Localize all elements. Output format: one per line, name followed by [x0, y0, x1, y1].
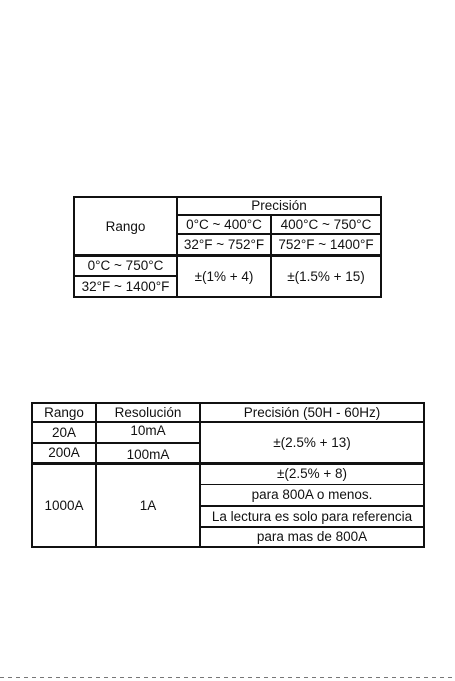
- reference-note: La lectura es solo para referencia: [211, 508, 413, 524]
- temperature-accuracy-table: [73, 196, 382, 298]
- range-1000A: 1000A: [44, 497, 84, 513]
- precision-sub-fahrenheit-high: 752°F ~ 1400°F: [278, 236, 374, 252]
- current-accuracy-table: [31, 402, 425, 548]
- range-column-header: Rango: [44, 404, 84, 420]
- range-celsius: 0°C ~ 750°C: [87, 258, 164, 274]
- precision-sub-celsius-high: 400°C ~ 750°C: [280, 216, 372, 232]
- range-fahrenheit: 32°F ~ 1400°F: [81, 278, 170, 294]
- accuracy-low-range: ±(1% + 4): [194, 268, 254, 284]
- page-bottom-divider: [0, 677, 455, 678]
- precision-header: Precisión: [251, 198, 307, 214]
- range-200A: 200A: [48, 445, 80, 461]
- accuracy-20A-200A: ±(2.5% + 13): [273, 434, 351, 450]
- accuracy-1000A-note: para 800A o menos.: [251, 487, 373, 503]
- range-header: Rango: [105, 218, 146, 234]
- resolution-column-header: Resolución: [114, 404, 182, 420]
- range-20A: 20A: [51, 424, 77, 440]
- precision-column-header: Precisión (50H - 60Hz): [243, 404, 381, 420]
- reference-note-threshold: para mas de 800A: [256, 529, 368, 545]
- accuracy-1000A: ±(2.5% + 8): [276, 466, 348, 482]
- resolution-20A: 10mA: [130, 423, 166, 439]
- resolution-1000A: 1A: [139, 497, 157, 513]
- precision-sub-fahrenheit-low: 32°F ~ 752°F: [183, 236, 265, 252]
- precision-sub-celsius-low: 0°C ~ 400°C: [186, 216, 262, 232]
- accuracy-high-range: ±(1.5% + 15): [287, 268, 365, 284]
- resolution-200A: 100mA: [126, 446, 170, 462]
